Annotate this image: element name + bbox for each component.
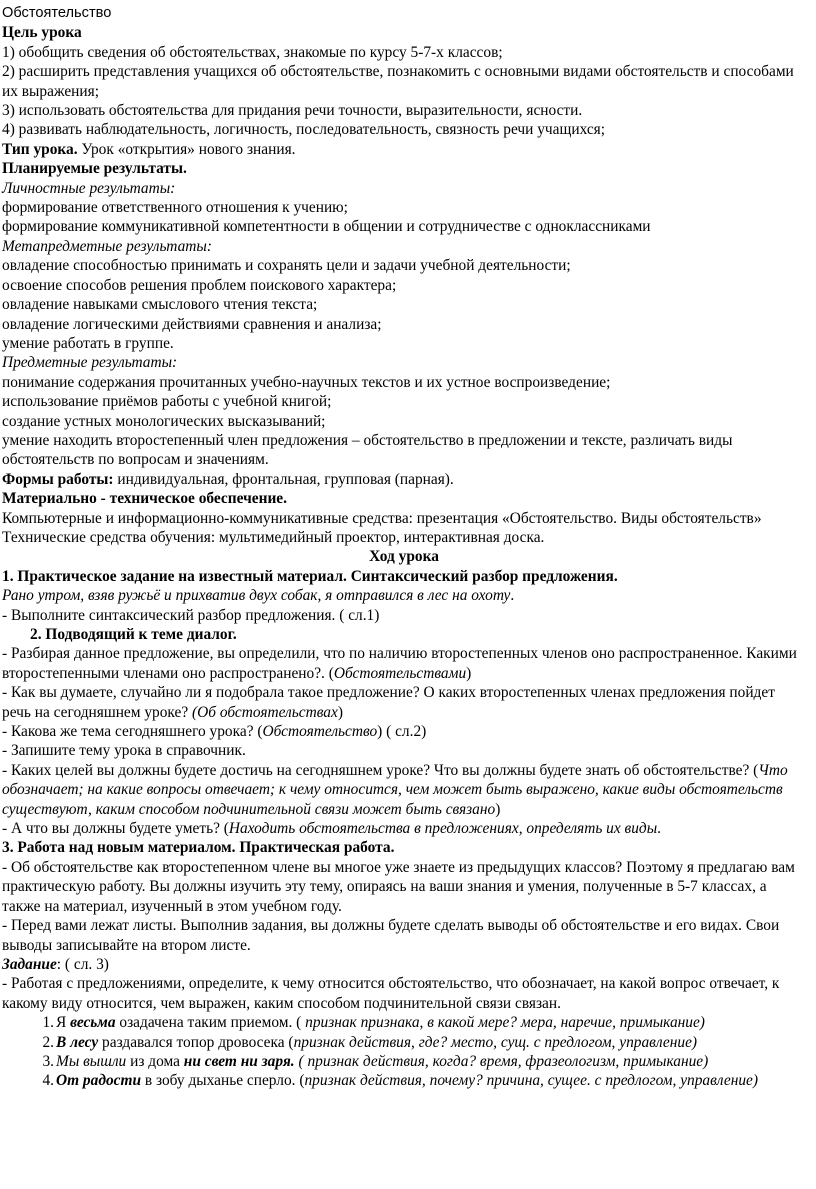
subject-result-item: умение находить второстепенный член предложения – обстоятельство в предложении и тексте, различать виды обстоятельств по вопросам и значениям. xyxy=(2,431,733,469)
dialog-line: - Каких целей вы должны будете достичь на сегодняшнем уроке? Что вы должны будете знать об обстоятельстве? (Что обозначает; на какие вопросы отвечает; к чему относится, чем может быть выражено, какие виды обстоятельств существуют, каким способом подчинительной связи может быть связано) xyxy=(2,761,788,818)
personal-result-item: формирование ответственного отношения к учению; xyxy=(2,199,348,217)
dialog-line: - Разбирая данное предложение, вы определили, что по наличию второстепенных членов оно распространенное. Какими второстепенными членами оно распространено?. (Обстоятельствами) xyxy=(2,645,797,682)
results-heading: Планируемые результаты. xyxy=(2,160,187,178)
work-forms-label: Формы работы: xyxy=(2,470,114,488)
work-forms xyxy=(2,470,806,489)
meta-results-heading: Метапредметные результаты: xyxy=(2,237,212,255)
task-heading: Задание: ( сл. 3) xyxy=(2,955,109,973)
personal-result-item: формирование коммуникативной компетентности в общении и сотрудничестве с одноклассниками xyxy=(2,218,651,236)
section-1-task: - Выполните синтаксический разбор предложения. ( сл.1) xyxy=(2,606,380,624)
work-forms-value: индивидуальная, фронтальная, групповая (парная). xyxy=(113,470,454,488)
material-heading: Материально - техническое обеспечение. xyxy=(2,490,287,508)
dialog-line: - Запишите тему урока в справочник. xyxy=(2,742,246,760)
dialog-line: - Как вы думаете, случайно ли я подобрала такое предложение? О каких второстепенных членах предложения пойдет речь на сегодняшнем уроке? (Об обстоятельствах) xyxy=(2,684,775,721)
lesson-type xyxy=(2,140,806,159)
meta-result-item: овладение способностью принимать и сохранять цели и задачи учебной деятельности; xyxy=(2,257,571,275)
list-item: 4. От радости в зобу дыханье сперло. (признак действия, почему? причина, сущее. с предлогом, управление) xyxy=(42,1072,759,1090)
section-3-text: - Об обстоятельстве как второстепенном члене вы многое уже знаете из предыдущих классов? Поэтому я предлагаю вам практическую работу. Вы должны изучить эту тему, опираясь на ваши знания и умения, полученные в 5-7 классах, а также на материал, изученный в этом учебном году. xyxy=(2,858,795,915)
material-text: Технические средства обучения: мультимедийный проектор, интерактивная доска. xyxy=(2,528,545,546)
goal-item: 4) развивать наблюдательность, логичность, последовательность, связность речи учащихся; xyxy=(2,121,606,139)
section-3-heading: 3. Работа над новым материалом. Практическая работа. xyxy=(2,839,395,857)
subject-result-item: понимание содержания прочитанных учебно-научных текстов и их устное воспроизведение; xyxy=(2,373,611,391)
meta-result-item: освоение способов решения проблем поискового характера; xyxy=(2,276,397,294)
task-list xyxy=(2,1013,806,1091)
subject-result-item: использование приёмов работы с учебной книгой; xyxy=(2,393,332,411)
list-item: 1. Я весьма озадачена таким приемом. ( признак признака, в какой мере? мера, наречие, примыкание) xyxy=(42,1014,705,1032)
lesson-type-label: Тип урока. xyxy=(2,140,78,158)
subject-result-item: создание устных монологических высказываний; xyxy=(2,412,326,430)
dialog-line: - Какова же тема сегодняшнего урока? (Обстоятельство) ( сл.2) xyxy=(2,723,427,741)
example-sentence: Рано утром, взяв ружьё и прихватив двух собак, я отправился в лес на охоту. xyxy=(2,587,515,605)
section-3-text: - Перед вами лежат листы. Выполнив задания, вы должны будете сделать выводы об обстоятельстве и его видах. Свои выводы записывайте на втором листе. xyxy=(2,917,780,954)
meta-result-item: умение работать в группе. xyxy=(2,334,174,352)
goal-item: 3) использовать обстоятельства для придания речи точности, выразительности, ясности. xyxy=(2,102,583,120)
material-text: Компьютерные и информационно-коммуникативные средства: презентация «Обстоятельство. Виды обстоятельств» xyxy=(2,509,762,527)
meta-result-item: овладение навыками смыслового чтения текста; xyxy=(2,296,318,314)
list-item: 2. В лесу раздавался топор дровосека (признак действия, где? место, сущ. с предлогом, управление) xyxy=(42,1033,698,1051)
course-heading: Ход урока xyxy=(369,548,439,566)
task-text: - Работая с предложениями, определите, к чему относится обстоятельство, что обозначает, на какой вопрос отвечает, к какому виду относится, чем выражен, каким способом подчинительной связи связан. xyxy=(2,975,780,1012)
list-item: 3. Мы вышли из дома ни свет ни заря. ( признак действия, когда? время, фразеологизм, примыкание) xyxy=(42,1052,709,1070)
personal-results-heading: Личностные результаты: xyxy=(2,179,176,197)
section-1-heading: 1. Практическое задание на известный материал. Синтаксический разбор предложения. xyxy=(2,567,618,585)
lesson-type-value: Урок «открытия» нового знания. xyxy=(77,140,296,158)
goal-item: 1) обобщить сведения об обстоятельствах, знакомые по курсу 5-7-х классов; xyxy=(2,43,503,61)
dialog-line: - А что вы должны будете уметь? (Находить обстоятельства в предложениях, определять их виды. xyxy=(2,820,661,838)
meta-result-item: овладение логическими действиями сравнения и анализа; xyxy=(2,315,382,333)
subject-results-heading: Предметные результаты: xyxy=(2,354,178,372)
goal-heading: Цель урока xyxy=(2,24,82,42)
document-title: Обстоятельство xyxy=(2,5,112,21)
section-2-heading: 2. Подводящий к теме диалог. xyxy=(30,626,237,643)
goal-item: 2) расширить представления учащихся об обстоятельстве, познакомить с основными видами обстоятельств и способами их выражения; xyxy=(2,63,794,100)
